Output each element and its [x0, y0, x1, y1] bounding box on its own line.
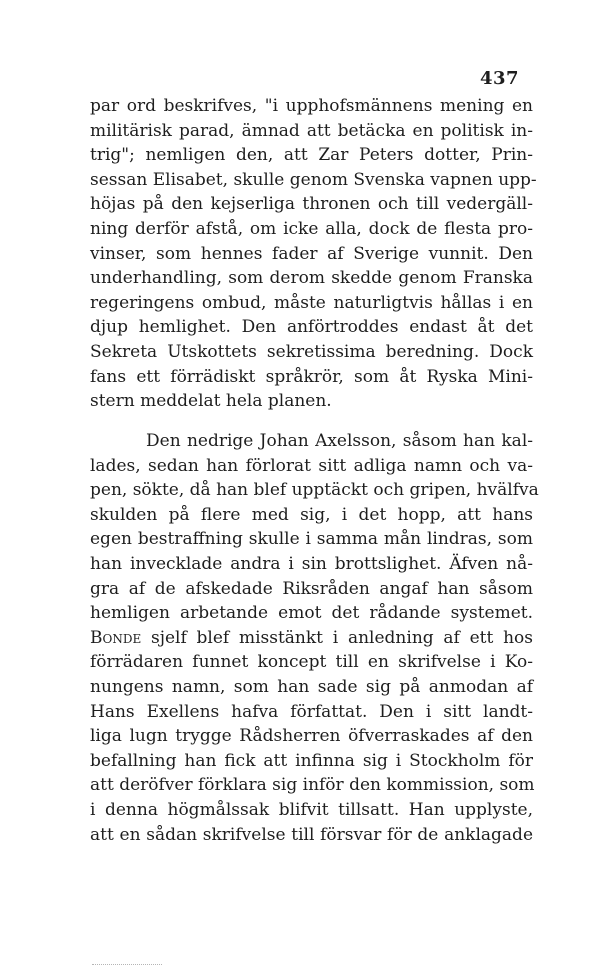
- text-line: skulden på flere med sig, i det hopp, att hans: [90, 504, 533, 525]
- text-line: Den nedrige Johan Axelsson, såsom han kal-: [146, 431, 533, 451]
- text-line: pen, sökte, då han blef upptäckt och gripen, hvälfva: [90, 480, 539, 501]
- text-line: underhandling, som derom skedde genom Franska: [90, 268, 533, 289]
- small-caps-name: Bonde: [90, 627, 142, 648]
- text-line: nungens namn, som han sade sig på anmodan af: [90, 676, 533, 697]
- text-line: regeringens ombud, måste naturligtvis hållas i en: [90, 292, 533, 313]
- text-line: djup hemlighet. Den anförtroddes endast åt det: [90, 317, 533, 338]
- text-line: fans ett förrädiskt språkrör, som åt Ryska Mini-: [90, 366, 533, 387]
- text-line: militärisk parad, ämnad att betäcka en politisk in-: [90, 120, 533, 141]
- text-line: trig"; nemligen den, att Zar Peters dotter, Prin-: [90, 145, 533, 166]
- text-line: egen bestraffning skulle i samma mån lindras, som: [90, 529, 533, 550]
- text-line: hemligen arbetande emot det rådande systemet.: [90, 603, 533, 624]
- text-line: vinser, som hennes fader af Sverige vunnit. Den: [90, 243, 533, 264]
- text-line: att deröfver förklara sig inför den kommission, som: [90, 775, 535, 796]
- text-line: lades, sedan han förlorat sitt adliga namn och va-: [90, 455, 533, 476]
- text-line: befallning han fick att infinna sig i Stockholm för: [90, 750, 533, 771]
- paragraph-1: [90, 94, 537, 414]
- text-line: i denna högmålssak blifvit tillsatt. Han upplyste,: [90, 799, 533, 820]
- text-line: Bonde sjelf blef misstänkt i anledning af ett hos: [90, 627, 533, 648]
- page-number: 437: [480, 68, 520, 89]
- text-line: ning derför afstå, om icke alla, dock de flesta pro-: [90, 218, 533, 239]
- text-line: höjas på den kejserliga thronen och till vedergäll-: [90, 194, 533, 215]
- paragraph-2: [90, 429, 539, 847]
- text-line: gra af de afskedade Riksråden angaf han såsom: [90, 578, 533, 599]
- text-line: sessan Elisabet, skulle genom Svenska vapnen upp-: [90, 169, 537, 190]
- text-line: att en sådan skrifvelse till försvar för de anklagade: [90, 824, 533, 845]
- text-line: förrädaren funnet koncept till en skrifvelse i Ko-: [90, 652, 533, 673]
- text-line: stern meddelat hela planen.: [90, 391, 332, 412]
- text-line: Sekreta Utskottets sekretissima beredning. Dock: [90, 341, 533, 362]
- text-line: han invecklade andra i sin brottslighet. Äfven nå-: [90, 553, 533, 574]
- text-line: liga lugn trygge Rådsherren öfverraskades af den: [90, 726, 533, 747]
- page-speck: [92, 964, 162, 966]
- text-line: par ord beskrifves, "i upphofsmännens mening en: [90, 96, 533, 116]
- text-line: Hans Exellens hafva författat. Den i sitt landt-: [90, 701, 533, 722]
